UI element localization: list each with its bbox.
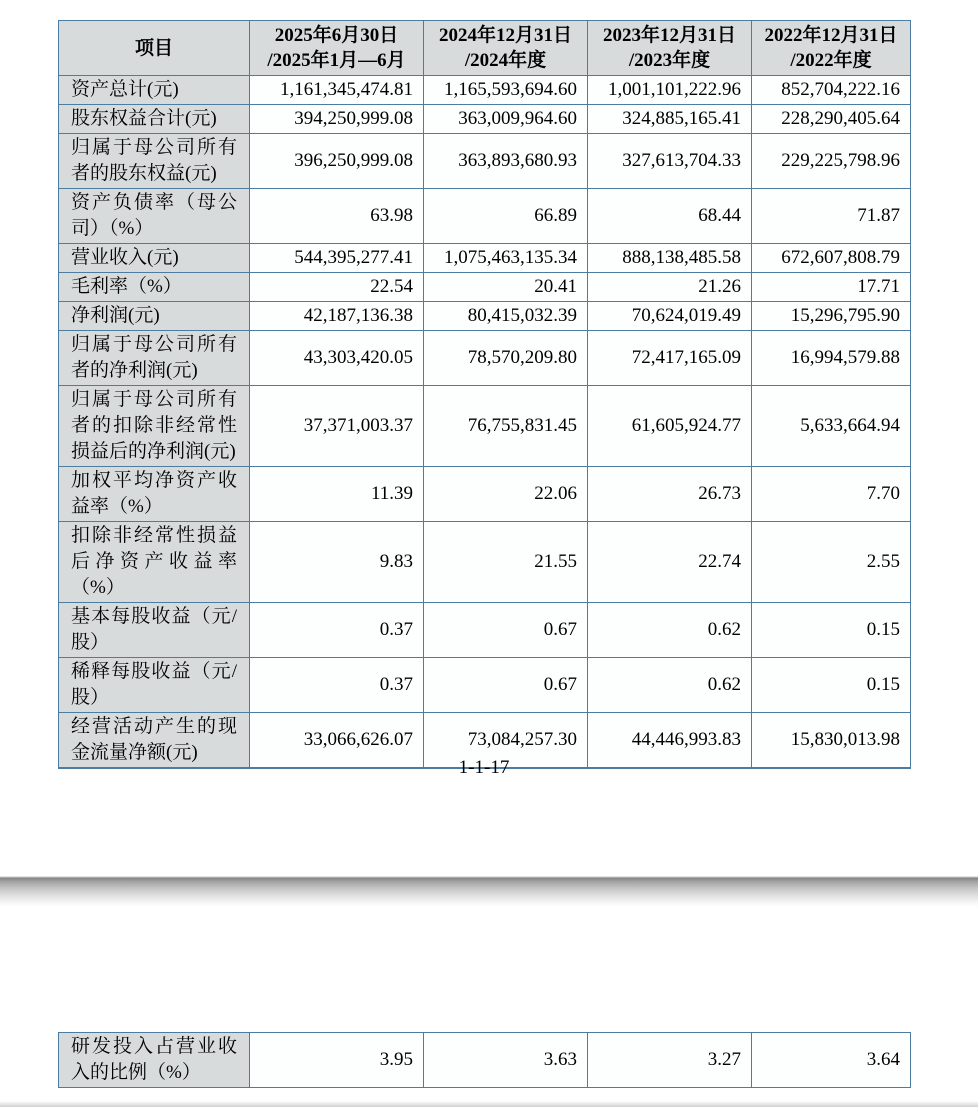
cell-value: 70,624,019.49 (588, 302, 752, 331)
row-label: 毛利率（%） (59, 273, 250, 302)
cell-value: 0.15 (752, 658, 911, 713)
cell-value: 15,830,013.98 (752, 713, 911, 769)
header-label: 2023年12月31日 (602, 25, 736, 46)
table-row (59, 331, 911, 386)
table-row (59, 658, 911, 713)
cell-value: 0.62 (588, 658, 752, 713)
cell-value: 78,570,209.80 (424, 331, 588, 386)
cell-value: 44,446,993.83 (588, 713, 752, 769)
header-label: /2023年度 (628, 50, 711, 71)
row-label: 归属于母公司所有者的股东权益(元) (59, 134, 250, 189)
financial-summary-table (58, 20, 911, 769)
table-row (59, 76, 911, 105)
table-header-row (59, 21, 911, 76)
cell-value: 22.06 (424, 467, 588, 522)
cell-value: 66.89 (424, 189, 588, 244)
cell-value: 852,704,222.16 (752, 76, 911, 105)
cell-value: 1,165,593,694.60 (424, 76, 588, 105)
table-row (59, 273, 911, 302)
cell-value: 0.37 (250, 603, 424, 658)
cell-value: 9.83 (250, 522, 424, 603)
cell-value: 20.41 (424, 273, 588, 302)
cell-value: 396,250,999.08 (250, 134, 424, 189)
cell-value: 63.98 (250, 189, 424, 244)
cell-value: 37,371,003.37 (250, 386, 424, 467)
cell-value: 68.44 (588, 189, 752, 244)
table-row (59, 603, 911, 658)
row-label: 稀释每股收益（元/股） (59, 658, 250, 713)
row-label: 营业收入(元) (59, 244, 250, 273)
header-label: 项目 (134, 37, 173, 59)
cell-value: 22.54 (250, 273, 424, 302)
row-label: 经营活动产生的现金流量净额(元) (59, 713, 250, 769)
header-label: /2022年度 (790, 50, 872, 71)
cell-value: 33,066,626.07 (250, 713, 424, 769)
cell-value: 544,395,277.41 (250, 244, 424, 273)
cell-value: 21.55 (424, 522, 588, 603)
row-label: 扣除非经常性损益后净资产收益率（%） (59, 522, 250, 603)
cell-value: 0.67 (424, 603, 588, 658)
row-label: 基本每股收益（元/股） (59, 603, 250, 658)
table-row (59, 467, 911, 522)
cell-value: 61,605,924.77 (588, 386, 752, 467)
cell-value: 363,009,964.60 (424, 105, 588, 134)
header-label: 2024年12月31日 (438, 25, 572, 46)
cell-value: 0.62 (588, 603, 752, 658)
row-label: 净利润(元) (59, 302, 250, 331)
row-label: 加权平均净资产收益率（%） (59, 467, 250, 522)
cell-value: 80,415,032.39 (424, 302, 588, 331)
cell-value: 1,075,463,135.34 (424, 244, 588, 273)
cell-value: 16,994,579.88 (752, 331, 911, 386)
cell-value: 71.87 (752, 189, 911, 244)
cell-value: 0.67 (424, 658, 588, 713)
cell-value: 363,893,680.93 (424, 134, 588, 189)
cell-value: 1,001,101,222.96 (588, 76, 752, 105)
table-row (59, 522, 911, 603)
cell-value: 0.15 (752, 603, 911, 658)
header-period-2024 (424, 21, 588, 76)
cell-value: 15,296,795.90 (752, 302, 911, 331)
header-period-2025 (250, 21, 424, 76)
header-label: /2024年度 (464, 50, 547, 71)
cell-value: 22.74 (588, 522, 752, 603)
cell-value: 5,633,664.94 (752, 386, 911, 467)
table-row (59, 134, 911, 189)
cell-value: 394,250,999.08 (250, 105, 424, 134)
header-label: /2025年1月—6月 (267, 50, 406, 71)
cell-value: 73,084,257.30 (424, 713, 588, 769)
header-item-column (59, 21, 250, 76)
row-label: 研发投入占营业收入的比例（%） (59, 1033, 250, 1088)
cell-value: 3.95 (250, 1033, 424, 1088)
cell-value: 17.71 (752, 273, 911, 302)
next-page-separator-edge (0, 1101, 978, 1107)
cell-value: 888,138,485.58 (588, 244, 752, 273)
row-label: 股东权益合计(元) (59, 105, 250, 134)
table-row (59, 105, 911, 134)
cell-value: 42,187,136.38 (250, 302, 424, 331)
row-label: 归属于母公司所有者的净利润(元) (59, 331, 250, 386)
cell-value: 327,613,704.33 (588, 134, 752, 189)
header-label: 2025年6月30日 (274, 25, 399, 46)
row-label: 资产负债率（母公司）（%） (59, 189, 250, 244)
table-row (59, 244, 911, 273)
header-label: 2022年12月31日 (764, 25, 898, 46)
cell-value: 21.26 (588, 273, 752, 302)
cell-value: 43,303,420.05 (250, 331, 424, 386)
rd-expense-ratio-table (58, 1032, 911, 1088)
page-break-separator (0, 876, 978, 907)
table-row (59, 302, 911, 331)
page-number: 1-1-17 (458, 757, 510, 778)
cell-value: 324,885,165.41 (588, 105, 752, 134)
row-label: 资产总计(元) (59, 76, 250, 105)
table-row (59, 1033, 911, 1088)
cell-value: 229,225,798.96 (752, 134, 911, 189)
cell-value: 26.73 (588, 467, 752, 522)
cell-value: 76,755,831.45 (424, 386, 588, 467)
cell-value: 7.70 (752, 467, 911, 522)
cell-value: 0.37 (250, 658, 424, 713)
cell-value: 11.39 (250, 467, 424, 522)
cell-value: 1,161,345,474.81 (250, 76, 424, 105)
table-row (59, 386, 911, 467)
header-period-2023 (588, 21, 752, 76)
cell-value: 3.27 (588, 1033, 752, 1088)
header-period-2022 (752, 21, 911, 76)
cell-value: 228,290,405.64 (752, 105, 911, 134)
cell-value: 672,607,808.79 (752, 244, 911, 273)
cell-value: 3.64 (752, 1033, 911, 1088)
cell-value: 2.55 (752, 522, 911, 603)
cell-value: 3.63 (424, 1033, 588, 1088)
row-label: 归属于母公司所有者的扣除非经常性损益后的净利润(元) (59, 386, 250, 467)
cell-value: 72,417,165.09 (588, 331, 752, 386)
table-row (59, 189, 911, 244)
